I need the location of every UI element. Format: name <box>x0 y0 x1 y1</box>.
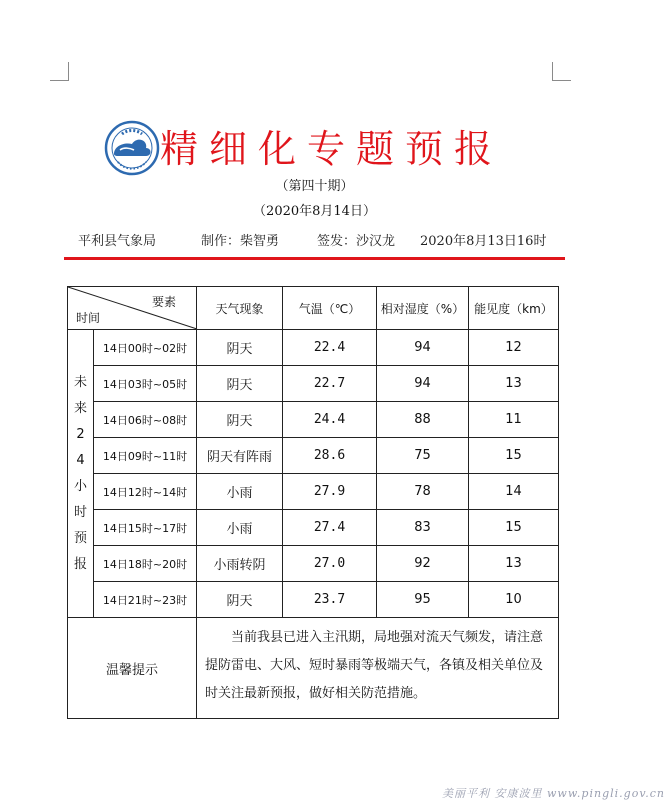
weather-cell: 阴天 <box>197 402 283 438</box>
visibility-cell: 10 <box>469 582 559 618</box>
humidity-cell: 88 <box>377 402 469 438</box>
humidity-cell: 94 <box>377 330 469 366</box>
table-row <box>68 366 559 402</box>
humidity-cell: 83 <box>377 510 469 546</box>
time-slot: 14日03时~05时 <box>94 366 197 402</box>
column-header-humidity: 相对湿度（%） <box>377 287 469 330</box>
visibility-cell: 11 <box>469 402 559 438</box>
meteorological-emblem-icon <box>104 120 160 176</box>
humidity-cell: 94 <box>377 366 469 402</box>
humidity-cell: 95 <box>377 582 469 618</box>
forecast-group-label: 未来24小时预报 <box>68 330 94 618</box>
table-row <box>68 510 559 546</box>
weather-cell: 阴天 <box>197 582 283 618</box>
tip-label: 温馨提示 <box>68 618 197 719</box>
time-slot: 14日09时~11时 <box>94 438 197 474</box>
corner-label-elements: 要素 <box>151 295 176 309</box>
table-row <box>68 546 559 582</box>
table-row <box>68 330 559 366</box>
footer-watermark: 美丽平利 安康波里 www.pingli.gov.cn <box>442 787 665 800</box>
time-slot: 14日21时~23时 <box>94 582 197 618</box>
weather-cell: 阴天有阵雨 <box>197 438 283 474</box>
weather-cell: 小雨 <box>197 510 283 546</box>
signer-credit: 签发：沙汉龙 <box>317 234 396 249</box>
corner-label-time: 时间 <box>76 311 101 325</box>
time-slot: 14日12时~14时 <box>94 474 197 510</box>
time-slot: 14日15时~17时 <box>94 510 197 546</box>
tip-text: 当前我县已进入主汛期，局地强对流天气频发，请注意提防雷电、大风、短时暴雨等极端天气，各镇及相关单位及时关注最新预报，做好相关防范措施。 <box>197 618 559 719</box>
crop-mark-top-right <box>552 62 571 81</box>
visibility-cell: 15 <box>469 510 559 546</box>
weather-cell: 阴天 <box>197 330 283 366</box>
crop-mark-top-left <box>50 62 69 81</box>
issue-timestamp: 2020年8月13日16时 <box>420 234 547 249</box>
temperature-cell: 27.9 <box>283 474 377 510</box>
header-divider <box>64 257 565 260</box>
temperature-cell: 22.4 <box>283 330 377 366</box>
temperature-cell: 23.7 <box>283 582 377 618</box>
forecast-table <box>67 286 559 719</box>
column-header-visibility: 能见度（km） <box>469 287 559 330</box>
temperature-cell: 27.4 <box>283 510 377 546</box>
temperature-cell: 22.7 <box>283 366 377 402</box>
weather-cell: 小雨转阴 <box>197 546 283 582</box>
time-slot: 14日06时~08时 <box>94 402 197 438</box>
tip-row <box>68 618 559 719</box>
temperature-cell: 28.6 <box>283 438 377 474</box>
column-header-weather: 天气现象 <box>197 287 283 330</box>
table-row <box>68 438 559 474</box>
humidity-cell: 92 <box>377 546 469 582</box>
visibility-cell: 15 <box>469 438 559 474</box>
table-row <box>68 582 559 618</box>
visibility-cell: 13 <box>469 546 559 582</box>
visibility-cell: 14 <box>469 474 559 510</box>
time-slot: 14日00时~02时 <box>94 330 197 366</box>
header-corner-cell <box>68 287 197 330</box>
weather-cell: 阴天 <box>197 366 283 402</box>
issue-date: （2020年8月14日） <box>253 204 376 219</box>
humidity-cell: 75 <box>377 438 469 474</box>
column-header-temperature: 气温（℃） <box>283 287 377 330</box>
visibility-cell: 12 <box>469 330 559 366</box>
humidity-cell: 78 <box>377 474 469 510</box>
table-header-row <box>68 287 559 330</box>
weather-cell: 小雨 <box>197 474 283 510</box>
issue-number: （第四十期） <box>275 179 354 194</box>
author-credit: 制作：柴智勇 <box>201 234 280 249</box>
temperature-cell: 27.0 <box>283 546 377 582</box>
table-row <box>68 474 559 510</box>
bureau-name: 平利县气象局 <box>78 234 157 249</box>
temperature-cell: 24.4 <box>283 402 377 438</box>
document-meta <box>78 232 558 252</box>
page-title: 精细化专题预报 <box>160 127 504 171</box>
visibility-cell: 13 <box>469 366 559 402</box>
time-slot: 14日18时~20时 <box>94 546 197 582</box>
table-row <box>68 402 559 438</box>
